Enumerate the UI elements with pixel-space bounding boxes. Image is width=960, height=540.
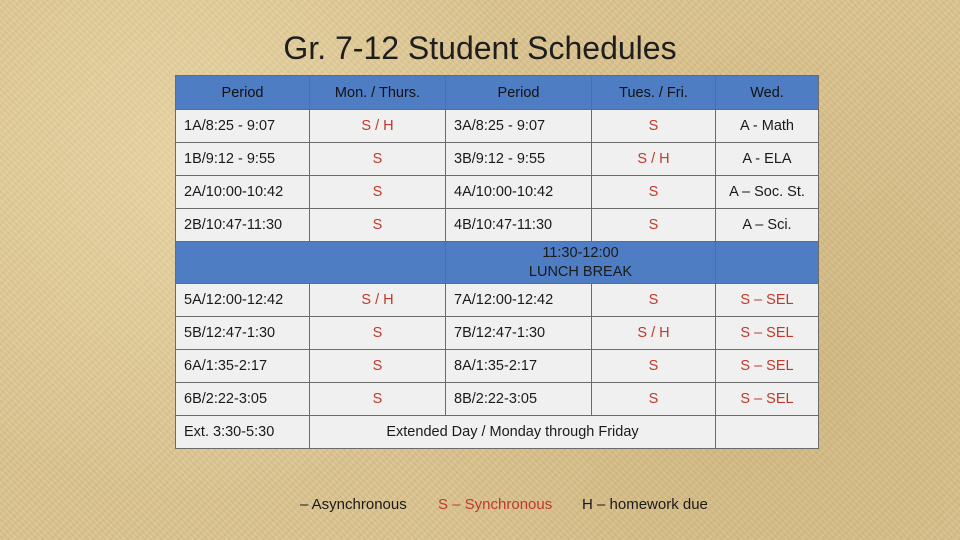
- mon-thurs-cell: S: [310, 143, 446, 176]
- period-cell: 6B/2:22-3:05: [176, 383, 310, 416]
- mon-thurs-cell: S: [310, 176, 446, 209]
- header-wed: Wed.: [716, 76, 819, 110]
- legend-asynchronous: – Asynchronous: [300, 496, 407, 513]
- lunch-spacer: [716, 242, 819, 284]
- period-cell: 4B/10:47-11:30: [446, 209, 592, 242]
- mon-thurs-cell: S / H: [310, 110, 446, 143]
- lunch-break-cell: [446, 242, 716, 284]
- extended-period-cell: Ext. 3:30-5:30: [176, 416, 310, 449]
- period-cell: 7A/12:00-12:42: [446, 284, 592, 317]
- header-period-2: Period: [446, 76, 592, 110]
- lunch-time: 11:30-12:00: [542, 244, 619, 261]
- period-cell: 8A/1:35-2:17: [446, 350, 592, 383]
- table-row: [176, 350, 819, 383]
- wed-cell: S – SEL: [716, 317, 819, 350]
- period-cell: 1A/8:25 - 9:07: [176, 110, 310, 143]
- header-mon-thurs: Mon. / Thurs.: [310, 76, 446, 110]
- mon-thurs-cell: S: [310, 383, 446, 416]
- period-cell: 6A/1:35-2:17: [176, 350, 310, 383]
- wed-cell: A – Sci.: [716, 209, 819, 242]
- extended-day-row: [176, 416, 819, 449]
- legend-synchronous: S – Synchronous: [438, 496, 553, 513]
- extended-wed-cell: [716, 416, 819, 449]
- tues-fri-cell: S: [592, 176, 716, 209]
- period-cell: 5A/12:00-12:42: [176, 284, 310, 317]
- wed-cell: S – SEL: [716, 383, 819, 416]
- mon-thurs-cell: S: [310, 209, 446, 242]
- table-row: [176, 176, 819, 209]
- tues-fri-cell: S: [592, 110, 716, 143]
- mon-thurs-cell: S: [310, 350, 446, 383]
- table-row: [176, 284, 819, 317]
- period-cell: 3B/9:12 - 9:55: [446, 143, 592, 176]
- period-cell: 3A/8:25 - 9:07: [446, 110, 592, 143]
- table-row: [176, 143, 819, 176]
- tues-fri-cell: S / H: [592, 317, 716, 350]
- tues-fri-cell: S / H: [592, 143, 716, 176]
- period-cell: 1B/9:12 - 9:55: [176, 143, 310, 176]
- period-cell: 5B/12:47-1:30: [176, 317, 310, 350]
- wed-cell: S – SEL: [716, 284, 819, 317]
- lunch-label: LUNCH BREAK: [528, 263, 633, 280]
- period-cell: 4A/10:00-10:42: [446, 176, 592, 209]
- table-row: [176, 383, 819, 416]
- extended-day-cell: Extended Day / Monday through Friday: [310, 416, 716, 449]
- period-cell: 2B/10:47-11:30: [176, 209, 310, 242]
- wed-cell: A – Soc. St.: [716, 176, 819, 209]
- lunch-row: [176, 242, 819, 284]
- header-tues-fri: Tues. / Fri.: [592, 76, 716, 110]
- tues-fri-cell: S: [592, 284, 716, 317]
- legend-homework: H – homework due: [582, 496, 708, 513]
- period-cell: 8B/2:22-3:05: [446, 383, 592, 416]
- table-row: [176, 110, 819, 143]
- lunch-spacer: [176, 242, 446, 284]
- mon-thurs-cell: S / H: [310, 284, 446, 317]
- period-cell: 7B/12:47-1:30: [446, 317, 592, 350]
- table-row: [176, 209, 819, 242]
- wed-cell: S – SEL: [716, 350, 819, 383]
- header-row: [176, 76, 819, 110]
- tues-fri-cell: S: [592, 209, 716, 242]
- schedule-table: [175, 75, 819, 449]
- table-row: [176, 317, 819, 350]
- wed-cell: A - Math: [716, 110, 819, 143]
- page-title: Gr. 7-12 Student Schedules: [283, 30, 677, 66]
- mon-thurs-cell: S: [310, 317, 446, 350]
- header-period-1: Period: [176, 76, 310, 110]
- tues-fri-cell: S: [592, 383, 716, 416]
- period-cell: 2A/10:00-10:42: [176, 176, 310, 209]
- tues-fri-cell: S: [592, 350, 716, 383]
- wed-cell: A - ELA: [716, 143, 819, 176]
